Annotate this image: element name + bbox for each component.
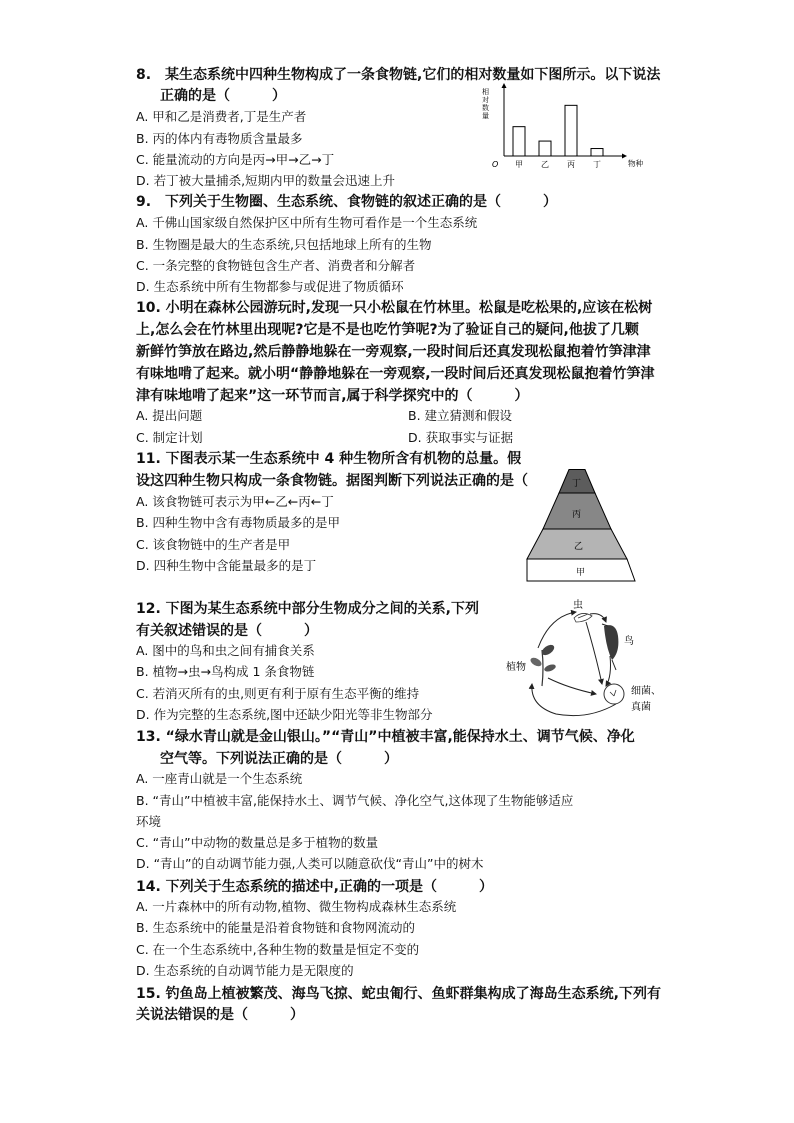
arrow-insect-to-bird	[590, 614, 606, 622]
question-14-stem: 14. 下列关于生态系统的描述中,正确的一项是（ ）	[136, 879, 493, 895]
x-tick-label: 丁	[593, 160, 601, 169]
arrow-plant-to-insect	[538, 612, 576, 648]
question-11-option-b: B. 四种生物中含有毒物质最多的是甲	[136, 515, 341, 530]
y-axis-label-char: 数	[482, 104, 489, 112]
question-14-option-a: A. 一片森林中的所有动物,植物、微生物构成森林生态系统	[136, 899, 457, 914]
question-12-option-b: B. 植物→虫→鸟构成 1 条食物链	[136, 664, 315, 679]
plant-icon	[529, 643, 557, 686]
question-10-option-d: D. 获取事实与证据	[408, 430, 514, 445]
origin-label: O	[492, 160, 499, 169]
question-13-option-d: D. “青山”的自动调节能力强,人类可以随意砍伐“青山”中的树木	[136, 856, 484, 871]
question-13-stem-cont: 空气等。下列说法正确的是（ ）	[160, 751, 398, 767]
label-decomposers-line-1: 细菌、	[631, 686, 661, 697]
question-9-option-d: D. 生态系统中所有生物都参与或促进了物质循环	[136, 279, 404, 294]
question-9-option-a: A. 千佛山国家级自然保护区中所有生物可看作是一个生态系统	[136, 215, 478, 230]
question-8-stem: 8. 某生态系统中四种生物构成了一条食物链,它们的相对数量如下图所示。以下说法	[136, 67, 661, 83]
question-15-stem-cont: 关说法错误的是（ ）	[136, 1007, 304, 1023]
question-11-stem-cont: 设这四种生物只构成一条食物链。据图判断下列说法正确的是（	[136, 473, 528, 489]
question-8-option-d: D. 若丁被大量捕杀,短期内甲的数量会迅速上升	[136, 173, 396, 188]
question-9-option-b: B. 生物圈是最大的生态系统,只包括地球上所有的生物	[136, 237, 432, 252]
question-11-option-c: C. 该食物链中的生产者是甲	[136, 537, 291, 552]
ecosystem-relationship-figure	[498, 596, 674, 722]
question-8-option-c: C. 能量流动的方向是丙→甲→乙→丁	[136, 152, 335, 167]
label-decomposers-line-2: 真菌	[631, 702, 651, 713]
question-11-stem: 11. 下图表示某一生态系统中 4 种生物所含有机物的总量。假	[136, 451, 522, 467]
pyramid-label-jia: 甲	[576, 568, 586, 578]
organic-matter-pyramid	[526, 467, 644, 584]
pyramid-label-ding: 丁	[572, 479, 582, 489]
question-12-option-d: D. 作为完整的生态系统,图中还缺少阳光等非生物部分	[136, 707, 433, 722]
question-11-option-a: A. 该食物链可表示为甲←乙←丙←丁	[136, 494, 334, 509]
question-8-option-a: A. 甲和乙是消费者,丁是生产者	[136, 109, 307, 124]
relative-quantity-bar-chart	[478, 80, 650, 172]
question-12-stem: 12. 下图为某生态系统中部分生物成分之间的关系,下列	[136, 601, 479, 617]
question-14-option-d: D. 生态系统的自动调节能力是无限度的	[136, 963, 354, 978]
pyramid-label-bing: 丙	[572, 510, 582, 520]
question-9-option-c: C. 一条完整的食物链包含生产者、消费者和分解者	[136, 258, 416, 273]
question-10-stem-line-1: 10. 小明在森林公园游玩时,发现一只小松鼠在竹林里。松鼠是吃松果的,应该在松树	[136, 300, 653, 316]
x-tick-label: 甲	[515, 160, 523, 169]
question-15-stem: 15. 钓鱼岛上植被繁茂、海鸟飞掠、蛇虫匍行、鱼虾群集构成了海岛生态系统,下列有	[136, 986, 661, 1002]
question-10-stem-line-5: 津有味地啃了起来”这一环节而言,属于科学探究中的（ ）	[136, 388, 529, 404]
bar-2	[539, 141, 551, 156]
y-axis-label-char: 对	[482, 96, 489, 104]
question-11-option-d: D. 四种生物中含能量最多的是丁	[136, 558, 317, 573]
label-insect: 虫	[573, 600, 583, 611]
x-axis-label: 物种	[628, 159, 643, 168]
question-14-option-c: C. 在一个生态系统中,各种生物的数量是恒定不变的	[136, 942, 420, 957]
question-10-option-a: A. 提出问题	[136, 408, 203, 423]
x-axis-arrow	[622, 154, 627, 159]
question-12-option-a: A. 图中的鸟和虫之间有捕食关系	[136, 643, 315, 658]
question-10-option-c: C. 制定计划	[136, 430, 203, 445]
x-tick-label: 丙	[567, 160, 575, 169]
question-9-stem: 9. 下列关于生物圈、生态系统、食物链的叙述正确的是（ ）	[136, 194, 558, 210]
question-8-option-b: B. 丙的体内有毒物质含量最多	[136, 131, 303, 146]
arrow-insect-to-decomposers	[586, 622, 602, 684]
question-14-option-b: B. 生态系统中的能量是沿着食物链和食物网流动的	[136, 920, 416, 935]
label-bird: 鸟	[624, 636, 634, 647]
y-axis-arrow	[502, 83, 507, 88]
question-13-option-c: C. “青山”中动物的数量总是多于植物的数量	[136, 835, 379, 850]
insect-icon	[574, 613, 592, 622]
question-12-option-c: C. 若消灭所有的虫,则更有利于原有生态平衡的维持	[136, 686, 420, 701]
bar-4	[591, 149, 603, 156]
decomposer-circle-icon	[604, 684, 624, 704]
question-13-option-b: B. “青山”中植被丰富,能保持水土、调节气候、净化空气,这体现了生物能够适应	[136, 793, 574, 808]
question-13-option-b-cont: 环境	[136, 814, 162, 829]
bar-1	[513, 127, 525, 156]
x-tick-label: 乙	[541, 160, 549, 169]
question-10-stem-line-4: 有味地啃了起来。就小明“静静地躲在一旁观察,一段时间后还真发现松鼠抱着竹笋津	[136, 366, 655, 382]
question-10-stem-line-3: 新鲜竹笋放在路边,然后静静地躲在一旁观察,一段时间后还真发现松鼠抱着竹笋津津	[136, 344, 651, 360]
y-axis-label	[482, 87, 489, 120]
question-13-option-a: A. 一座青山就是一个生态系统	[136, 771, 303, 786]
question-10-option-b: B. 建立猜测和假设	[408, 408, 513, 423]
y-axis-label-char: 量	[482, 112, 489, 120]
question-13-stem: 13. “绿水青山就是金山银山。”“青山”中植被丰富,能保持水土、调节气候、净化	[136, 729, 635, 745]
label-plant: 植物	[506, 662, 526, 673]
question-8-stem-cont: 正确的是（ ）	[160, 88, 286, 104]
question-12-stem-cont: 有关叙述错误的是（ ）	[136, 623, 318, 639]
arrow-plant-to-decomposers	[548, 678, 596, 694]
y-axis-label-char: 相	[482, 88, 489, 96]
bar-3	[565, 105, 577, 156]
question-10-stem-line-2: 上,怎么会在竹林里出现呢?它是不是也吃竹笋呢?为了验证自己的疑问,他拔了几颗	[136, 322, 639, 338]
arrow-bird-to-decomposers	[606, 656, 611, 686]
pyramid-label-yi: 乙	[574, 542, 584, 552]
